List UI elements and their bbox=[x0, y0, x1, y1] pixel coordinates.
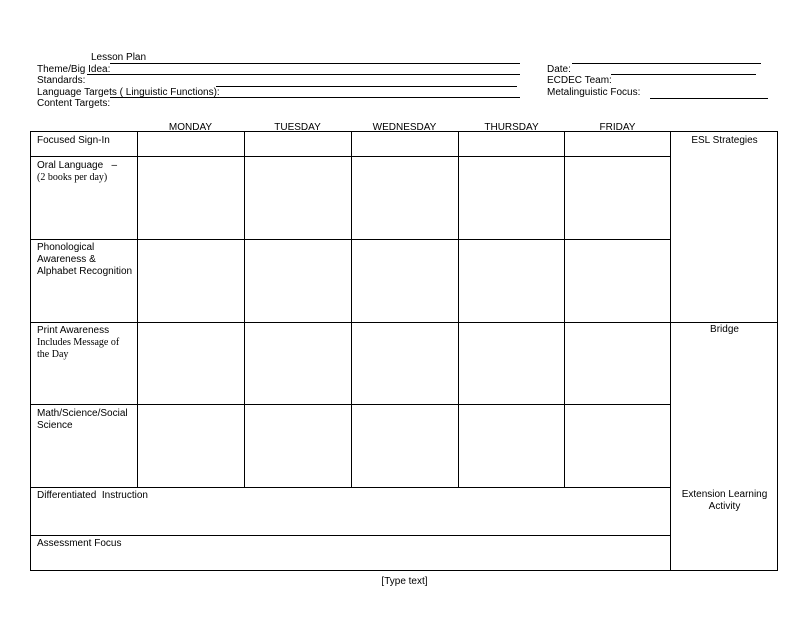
row-label-line: Phonological bbox=[37, 242, 95, 253]
side-label-line: Activity bbox=[708, 501, 741, 512]
grid-divider bbox=[30, 156, 671, 157]
date-field-line[interactable] bbox=[572, 63, 761, 64]
row-label-print-awareness bbox=[37, 325, 119, 361]
language-targets-field-line[interactable] bbox=[216, 86, 517, 87]
side-label-line: Extension Learning bbox=[681, 489, 768, 500]
page-title: Lesson Plan bbox=[91, 52, 147, 63]
row-label-math-science bbox=[37, 408, 128, 432]
row-label-line: Math/Science/Social bbox=[37, 408, 128, 419]
grid-divider bbox=[244, 131, 245, 487]
team-label: ECDEC Team: bbox=[547, 75, 612, 86]
day-header-friday: FRIDAY bbox=[599, 122, 636, 133]
standards-label: Standards: bbox=[37, 75, 86, 86]
lesson-plan-grid bbox=[30, 131, 778, 571]
footer-placeholder[interactable]: [Type text] bbox=[381, 576, 428, 587]
row-label-line: Includes Message of bbox=[37, 337, 120, 348]
grid-divider bbox=[30, 487, 671, 488]
grid-divider bbox=[30, 404, 671, 405]
row-label-phonological bbox=[37, 242, 132, 278]
side-label-esl-strategies: ESL Strategies bbox=[691, 135, 758, 146]
metalinguistic-label: Metalinguistic Focus: bbox=[547, 87, 641, 98]
row-label-oral-language bbox=[37, 160, 117, 184]
grid-divider bbox=[458, 131, 459, 487]
side-label-bridge: Bridge bbox=[710, 324, 739, 335]
day-header-tuesday: TUESDAY bbox=[274, 122, 321, 133]
row-label-line: the Day bbox=[37, 349, 69, 360]
grid-divider bbox=[351, 131, 352, 487]
row-label-differentiated: Differentiated Instruction bbox=[37, 490, 148, 501]
metalinguistic-field-line[interactable] bbox=[650, 98, 768, 99]
row-label-line: Print Awareness bbox=[37, 325, 110, 336]
side-label-extension bbox=[671, 489, 778, 513]
day-header-thursday: THURSDAY bbox=[484, 122, 539, 133]
grid-divider bbox=[564, 131, 565, 487]
grid-divider bbox=[30, 239, 671, 240]
day-header-monday: MONDAY bbox=[168, 122, 213, 133]
row-label-sign-in: Focused Sign-In bbox=[37, 135, 110, 146]
row-label-line: (2 books per day) bbox=[37, 172, 108, 183]
row-label-line: Alphabet Recognition bbox=[37, 266, 133, 277]
theme-field-line[interactable] bbox=[110, 63, 520, 64]
language-targets-label: Language Targets ( Linguistic Functions): bbox=[37, 87, 220, 98]
date-label: Date: bbox=[547, 64, 571, 75]
day-header-wednesday: WEDNESDAY bbox=[372, 122, 437, 133]
theme-label: Theme/Big Idea: bbox=[37, 64, 111, 75]
content-targets-label: Content Targets: bbox=[37, 98, 111, 109]
row-label-line: Oral Language – bbox=[37, 160, 118, 171]
grid-divider bbox=[30, 322, 778, 323]
standards-field-line[interactable] bbox=[87, 74, 520, 75]
row-label-assessment: Assessment Focus bbox=[37, 538, 122, 549]
grid-divider bbox=[137, 131, 138, 487]
content-targets-field-line[interactable] bbox=[110, 97, 520, 98]
row-label-line: Science bbox=[37, 420, 73, 431]
grid-divider bbox=[30, 535, 671, 536]
team-field-line[interactable] bbox=[611, 74, 756, 75]
row-label-line: Awareness & bbox=[37, 254, 96, 265]
